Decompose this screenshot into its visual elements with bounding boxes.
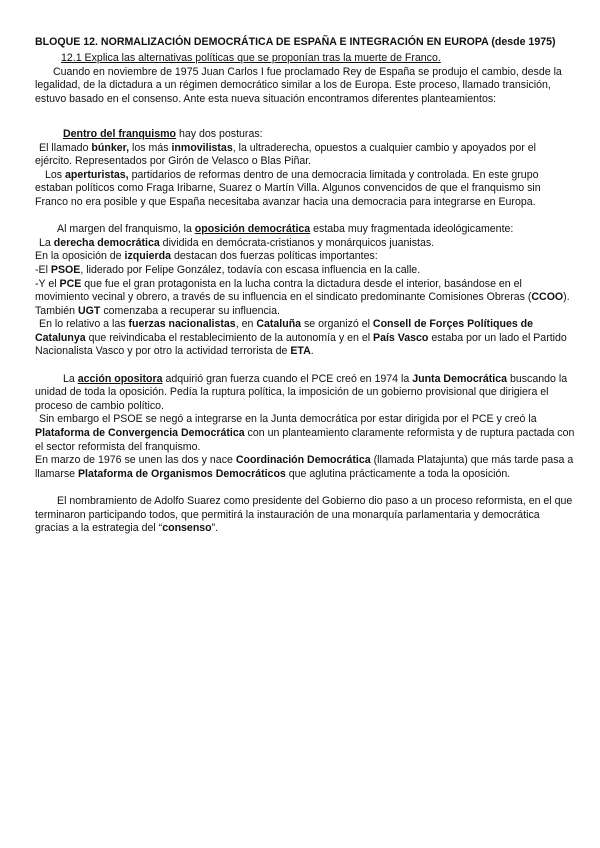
term-aperturistas: aperturistas,: [65, 168, 129, 181]
term-izquierda: izquierda: [124, 250, 172, 263]
spacer: [35, 106, 575, 120]
term-accion-opositora: acción opositora: [77, 372, 163, 385]
aperturistas-paragraph: Los aperturistas, partidarios de reformas dentro de una democracia limitada y controlada. En este grupo estaban políticos como Fraga Iribarne, Suarez o Martín Villa. Algunos convencidos de que el franquismo sin Franco no era posible y que España necesitaba avanzar hacia una democracia para integrarse en Europa.: [35, 168, 541, 208]
term-ccoo: CCOO: [531, 291, 564, 304]
spacer: [35, 120, 575, 128]
term-derecha-democratica: derecha democrática: [53, 236, 160, 249]
pce-paragraph: -Y el PCE que fue el gran protagonista en la lucha contra la dictadura desde el interior, basándose en el movimiento vecinal y obrero, a través de su influencia en el sindicato predominante Comisiones Obreras (CCOO). También UGT comenzaba a recuperar su influencia.: [35, 277, 570, 317]
section-subtitle: 12.1 Explica las alternativas políticas que se proponían tras la muerte de Franco.: [61, 52, 441, 64]
term-eta: ETA: [290, 345, 311, 358]
nacionalistas-paragraph: En lo relativo a las fuerzas nacionalistas, en Cataluña se organizó el Consell de Forçes Polítiques de Catalunya que reivindicaba el restablecimiento de la autonomía y en el País Vasco estaba por un lado el Partido Nacionalista Vasco y por otro la actividad terrorista de ETA.: [35, 318, 567, 358]
term-consenso: consenso: [162, 522, 212, 535]
spacer: [35, 210, 575, 224]
franquismo-heading: Dentro del franquismo: [63, 127, 177, 140]
derecha-line: La derecha democrática dividida en demócrata-cristianos y monárquicos juanistas.: [39, 236, 435, 249]
term-plataforma-convergencia: Plataforma de Convergencia Democrática: [35, 427, 245, 440]
term-bunker: búnker,: [91, 141, 130, 154]
term-psoe: PSOE: [50, 263, 81, 276]
izquierda-line: En la oposición de izquierda destacan dos fuerzas políticas importantes:: [35, 250, 378, 263]
psoe-line: -El PSOE, liderado por Felipe González, todavía con escasa influencia en la calle.: [35, 263, 421, 276]
bunker-paragraph: El llamado búnker, los más inmovilistas, la ultraderecha, opuestos a cualquier cambio y apoyados por el ejército. Representados por Girón de Velasco o Blas Piñar.: [35, 141, 537, 168]
term-cataluna: Cataluña: [256, 318, 302, 331]
term-coordinacion-democratica: Coordinación Democrática: [235, 454, 371, 467]
term-plataforma-organismos: Plataforma de Organismos Democráticos: [77, 467, 286, 480]
spacer: [35, 359, 575, 373]
accion-paragraph-3: En marzo de 1976 se unen las dos y nace Coordinación Democrática (llamada Platajunta) que más tarde pasa a llamarse Plataforma de Organismos Democráticos que aglutina prácticamente a toda la oposición.: [35, 454, 574, 480]
term-junta-democratica: Junta Democrática: [412, 372, 508, 385]
term-pce: PCE: [59, 277, 82, 290]
term-inmovilistas: inmovilistas: [171, 141, 233, 154]
accion-paragraph-1: La acción opositora adquirió gran fuerza cuando el PCE creó en 1974 la Junta Democrática buscando la unidad de toda la oposición. Pedía la ruptura política, la imposición de un gobierno provisional que dirigiera el proceso de cambio político.: [35, 372, 568, 412]
term-pais-vasco: País Vasco: [373, 331, 429, 344]
franquismo-heading-line: Dentro del franquismo hay dos posturas:: [63, 127, 263, 140]
conclusion-paragraph: El nombramiento de Adolfo Suarez como presidente del Gobierno dio paso a un proceso reformista, en el que terminaron participando todos, que permitirá la instauración de una monarquía parlamentaria y democrática gracias a la estrategia del “consenso”.: [35, 495, 573, 535]
term-oposicion-democratica: oposición democrática: [194, 223, 311, 236]
oposicion-intro: Al margen del franquismo, la oposición democrática estaba muy fragmentada ideológicamente:: [57, 223, 514, 236]
term-ugt: UGT: [78, 304, 101, 317]
spacer: [35, 481, 575, 495]
term-fuerzas-nacionalistas: fuerzas nacionalistas: [128, 318, 236, 331]
document-title: BLOQUE 12. NORMALIZACIÓN DEMOCRÁTICA DE ESPAÑA E INTEGRACIÓN EN EUROPA (desde 1975): [35, 36, 556, 48]
document-page: [35, 36, 575, 536]
intro-paragraph: Cuando en noviembre de 1975 Juan Carlos I fue proclamado Rey de España se produjo el cambio, desde la legalidad, de la dictadura a un régimen democrático similar a los de Europa. Este proceso, llamado transición, estuvo basado en el consenso. Ante esta nueva situación encontramos diferentes planteamientos:: [35, 65, 562, 105]
term-consell: Consell de Forçes Polítiques de Catalunya: [35, 318, 534, 344]
accion-paragraph-2: Sin embargo el PSOE se negó a integrarse en la Junta democrática por estar dirigida por el PCE y creó la Plataforma de Convergencia Democrática con un planteamiento claramente reformista y de ruptura pactada con el sector reformista del franquismo.: [35, 413, 575, 453]
